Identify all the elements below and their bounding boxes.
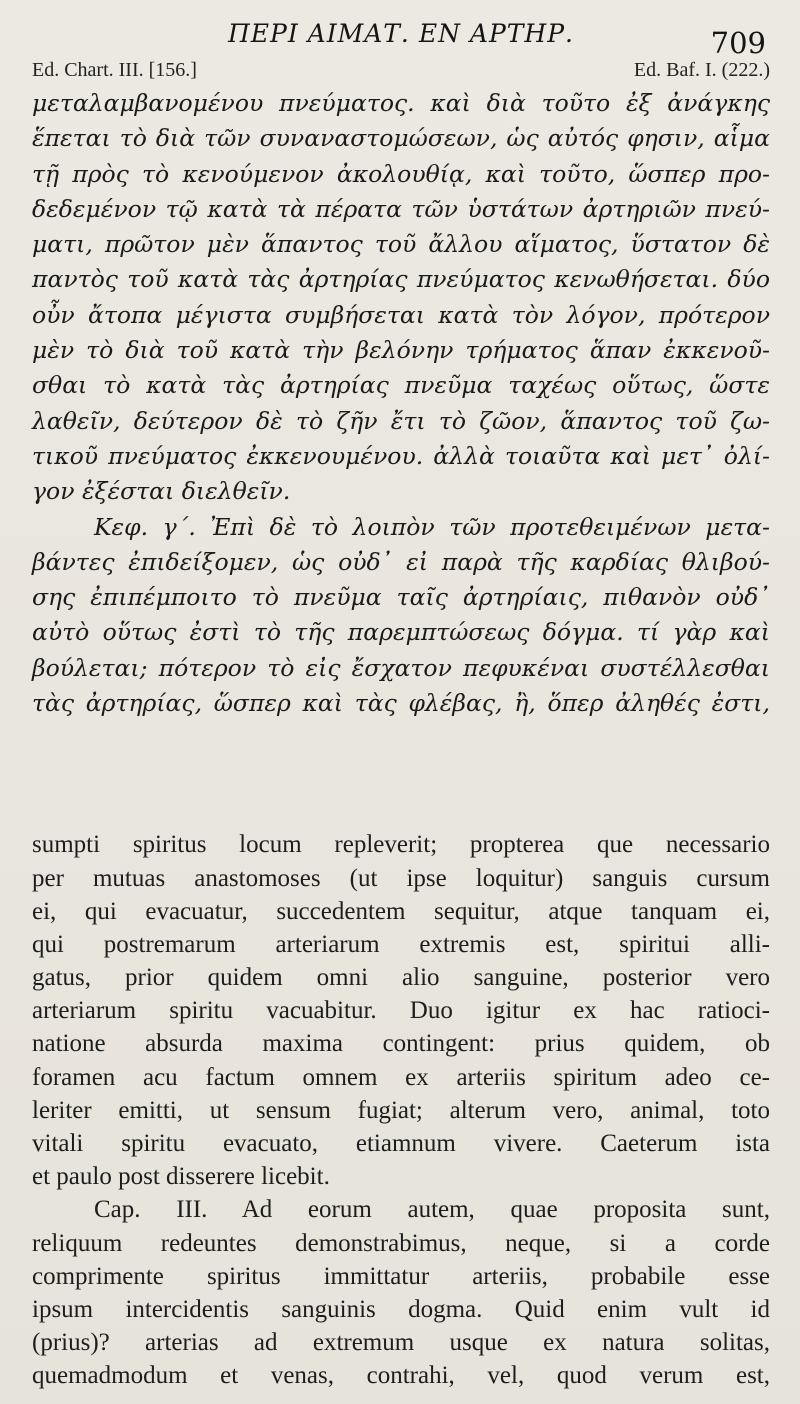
latin-chapter-heading-line: Cap. III. Ad eorum autem, quae proposita sunt, bbox=[94, 1196, 770, 1224]
latin-line: vitali spiritu evacuato, etiamnum vivere. Caeterum ista bbox=[32, 1130, 770, 1158]
greek-line: δεδεμένον τῷ κατὰ τὰ πέρατα τῶν ὑστάτων ἀρτηριῶν πνεύ- bbox=[32, 194, 770, 223]
greek-line: λαθεῖν, δεύτερον δὲ τὸ ζῆν ἔτι τὸ ζῶον, ἅπαντος τοῦ ζω- bbox=[32, 406, 770, 435]
greek-line: τικοῦ πνεύματος ἐκκενουμένου. ἀλλὰ τοιαῦτα καὶ μετ᾽ ὀλί- bbox=[32, 441, 770, 470]
latin-line: per mutuas anastomoses (ut ipse loquitur) sanguis cursum bbox=[32, 864, 770, 892]
column-gap bbox=[32, 721, 770, 828]
latin-line: foramen acu factum omnem ex arteriis spiritum adeo ce- bbox=[32, 1063, 770, 1091]
latin-line: leriter emitti, ut sensum fugiat; alterum vero, animal, toto bbox=[32, 1096, 770, 1124]
edition-reference-right: Ed. Baf. I. (222.) bbox=[633, 59, 770, 81]
greek-chapter-heading-line: Κεφ. γ΄. Ἐπὶ δὲ τὸ λοιπὸν τῶν προτεθειμένων μετα- bbox=[94, 512, 770, 541]
latin-line: arteriarum spiritu vacuabitur. Duo igitur ex hac ratioci- bbox=[32, 997, 770, 1025]
greek-text-block bbox=[32, 86, 770, 721]
latin-line: natione absurda maxima contingent: prius quidem, ob bbox=[32, 1030, 770, 1058]
greek-line: σθαι τὸ κατὰ τὰς ἀρτηρίας πνεῦμα ταχέως οὕτως, ὥστε bbox=[32, 371, 770, 400]
running-title: ΠΕΡΙ ΑΙΜΑΤ. ΕΝ ΑΡΤΗΡ. bbox=[227, 19, 575, 48]
latin-line: comprimente spiritus immittatur arteriis, probabile esse bbox=[32, 1262, 770, 1290]
latin-line: quemadmodum et venas, contrahi, vel, quod verum est, bbox=[32, 1362, 770, 1390]
latin-line: ei, qui evacuatur, succedentem sequitur, atque tanquam ei, bbox=[32, 897, 770, 925]
greek-line: τὰς ἀρτηρίας, ὥσπερ καὶ τὰς φλέβας, ἢ, ὅπερ ἀληθές ἐστι, bbox=[32, 689, 770, 718]
latin-line: sumpti spiritus locum repleverit; propterea que necessario bbox=[32, 831, 770, 859]
greek-line: μεταλαμβανομένου πνεύματος. καὶ διὰ τοῦτο ἐξ ἀνάγκης bbox=[32, 89, 770, 117]
latin-text-block bbox=[32, 828, 770, 1392]
greek-line: γον ἐξέσται διελθεῖν. bbox=[32, 477, 291, 506]
greek-line: σης ἐπιπέμποιτο τὸ πνεῦμα ταῖς ἀρτηρίαις, πιθανὸν οὐδ᾽ bbox=[32, 583, 770, 612]
greek-line: τῇ πρὸς τὸ κενούμενον ἀκολουθίᾳ, καὶ τοῦτο, ὥσπερ προ- bbox=[32, 159, 770, 188]
edition-references bbox=[32, 54, 770, 86]
page-number: 709 bbox=[710, 26, 766, 60]
greek-line: ἕπεται τὸ διὰ τῶν συναναστομώσεων, ὡς αὐτός φησιν, αἷμα bbox=[32, 124, 770, 153]
latin-line: qui postremarum arteriarum extremis est, spiritui alli- bbox=[32, 930, 770, 958]
latin-line: reliquum redeuntes demonstrabimus, neque, si a corde bbox=[32, 1229, 770, 1257]
greek-line: βάντες ἐπιδείξομεν, ὡς οὐδ᾽ εἰ παρὰ τῆς καρδίας θλιβού- bbox=[32, 547, 770, 576]
latin-line: gatus, prior quidem omni alio sanguine, posterior vero bbox=[32, 964, 770, 992]
running-head bbox=[32, 14, 770, 60]
latin-line: (prius)? arterias ad extremum usque ex natura solitas, bbox=[32, 1329, 770, 1357]
edition-reference-left: Ed. Chart. III. [156.] bbox=[32, 59, 197, 81]
greek-line: μὲν τὸ διὰ τοῦ κατὰ τὴν βελόνην τρήματος ἅπαν ἐκκενοῦ- bbox=[32, 336, 770, 365]
greek-line: οὖν ἄτοπα μέγιστα συμβήσεται κατὰ τὸν λόγον, πρότερον bbox=[32, 300, 770, 329]
greek-line: βούλεται; πότερον τὸ εἰς ἔσχατον πεφυκέναι συστέλλεσθαι bbox=[32, 653, 770, 682]
greek-line: αὐτὸ οὕτως ἐστὶ τὸ τῆς παρεμπτώσεως δόγμα. τί γὰρ καὶ bbox=[32, 618, 770, 647]
latin-line: ipsum intercidentis sanguinis dogma. Quid enim vult id bbox=[32, 1295, 770, 1323]
greek-line: παντὸς τοῦ κατὰ τὰς ἀρτηρίας πνεύματος κενωθήσεται. δύο bbox=[32, 265, 770, 294]
latin-line: et paulo post disserere licebit. bbox=[32, 1163, 330, 1191]
greek-line: ματι, πρῶτον μὲν ἅπαντος τοῦ ἄλλου αἵματος, ὕστατον δὲ bbox=[32, 230, 770, 259]
